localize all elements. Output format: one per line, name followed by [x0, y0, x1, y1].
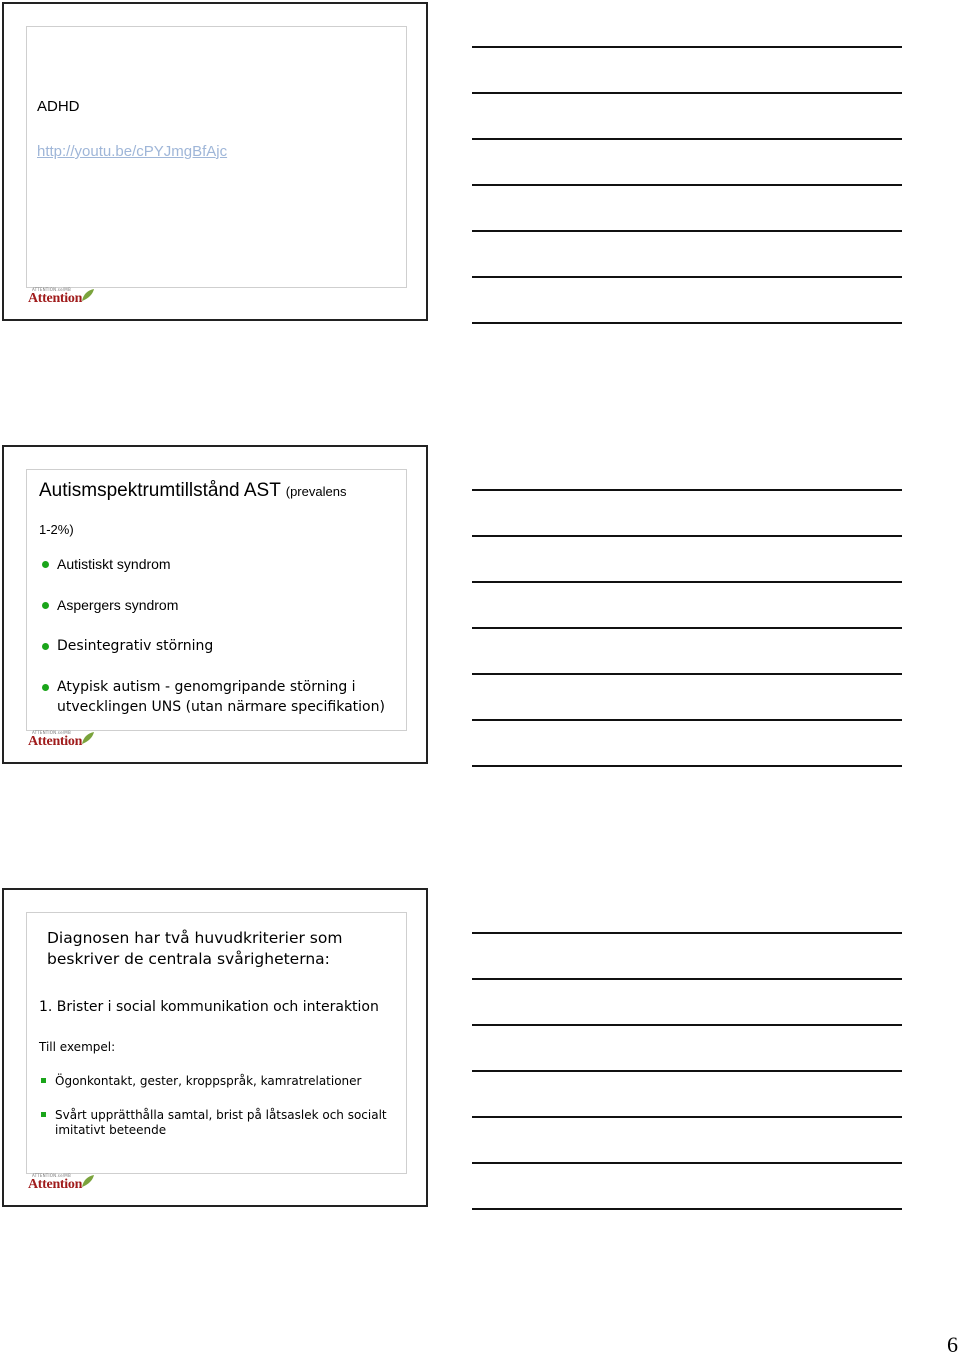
slide-1-content: [26, 26, 407, 288]
bullet-dot-icon: [42, 643, 49, 650]
bullet-dot-icon: [42, 602, 49, 609]
notes-lines-2: [472, 489, 902, 811]
example-item: Svårt upprätthålla samtal, brist på låtsaslek och socialt: [43, 1108, 387, 1122]
slide-1: [2, 2, 428, 321]
example-label: Till exempel:: [39, 1040, 116, 1054]
slide-1-title: ADHD: [37, 98, 80, 115]
bullet-item: Autistiskt syndrom: [43, 556, 171, 572]
leaf-icon: [80, 730, 96, 746]
bullet-square-icon: [41, 1078, 46, 1083]
bullet-dot-icon: [42, 561, 49, 568]
slide-2-title-note: 1-2%): [39, 522, 74, 537]
bullet-item-continuation: utvecklingen UNS (utan närmare specifikation): [57, 699, 385, 715]
slide-3-heading: Diagnosen har två huvudkriterier som beskriver de centrala svårigheterna:: [47, 929, 343, 968]
bullet-item: Aspergers syndrom: [43, 597, 178, 613]
leaf-icon: [80, 287, 96, 303]
attention-logo: ATTENTION.se/MB Attention: [26, 1173, 96, 1197]
slide-2: [2, 445, 428, 764]
leaf-icon: [80, 1173, 96, 1189]
slide-3: [2, 888, 428, 1207]
bullet-item: Desintegrativ störning: [43, 638, 213, 654]
notes-lines-3: [472, 932, 902, 1254]
example-item-continuation: imitativt beteende: [55, 1123, 167, 1137]
page-number: 6: [947, 1332, 958, 1357]
slide-2-content: [26, 469, 407, 731]
bullet-dot-icon: [42, 684, 49, 691]
slide-3-content: [26, 912, 407, 1174]
attention-logo: ATTENTION.se/MB Attention: [26, 287, 96, 311]
video-link[interactable]: http://youtu.be/cPYJmgBfAjc: [37, 143, 228, 160]
slide-2-title: Autismspektrumtillstånd AST (prevalens: [39, 480, 347, 501]
bullet-item: Atypisk autism - genomgripande störning i: [43, 679, 356, 695]
bullet-square-icon: [41, 1112, 46, 1117]
criterion-text: 1. Brister i social kommunikation och interaktion: [39, 999, 379, 1015]
example-item: Ögonkontakt, gester, kroppspråk, kamratrelationer: [43, 1074, 361, 1088]
attention-logo: ATTENTION.se/MB Attention: [26, 730, 96, 754]
notes-lines-1: [472, 46, 902, 368]
